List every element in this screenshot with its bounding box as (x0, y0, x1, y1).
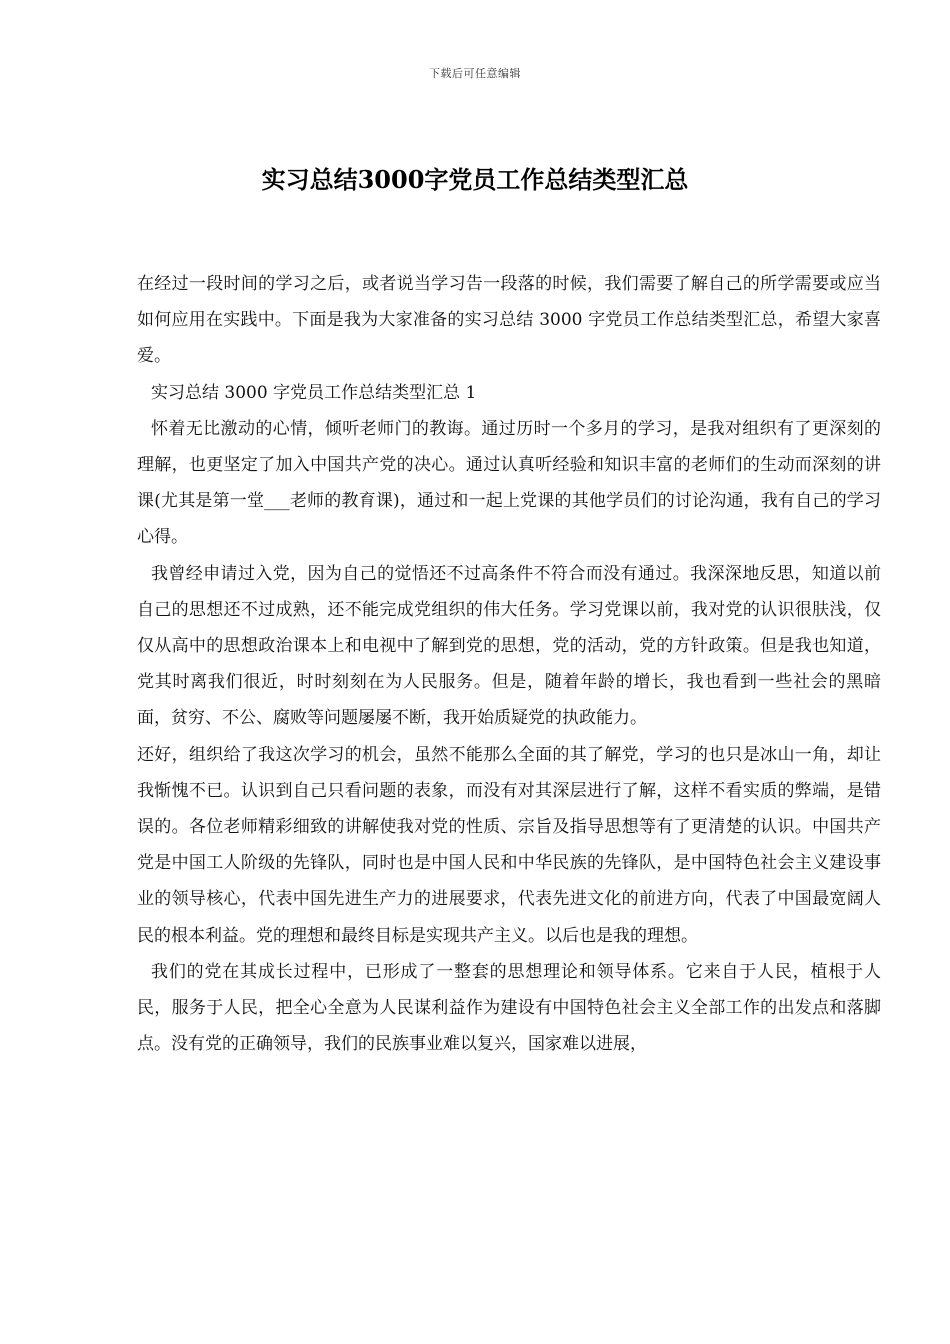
paragraph: 怀着无比激动的心情，倾听老师门的教诲。通过历时一个多月的学习，是我对组织有了更深刻的理解，也更坚定了加入中国共产党的决心。通过认真听经验和知识丰富的老师们的生动而深刻的讲课(尤其是第一堂___老师的教育课)，通过和一起上党课的其他学员们的讨论沟通，我有自己的学习心得。 (137, 418, 881, 548)
paragraph: 还好，组织给了我这次学习的机会，虽然不能那么全面的其了解党，学习的也只是冰山一角，却让我惭愧不已。认识到自己只看问题的表象，而没有对其深层进行了解，这样不看实质的弊端，是错误的。各位老师精彩细致的讲解使我对党的性质、宗旨及指导思想等有了更清楚的认识。中国共产党是中国工人阶级的先锋队，同时也是中国人民和中华民族的先锋队，是中国特色社会主义建设事业的领导核心，代表中国先进生产力的进展要求，代表先进文化的前进方向，代表了中国最宽阔人民的根本利益。党的理想和最终目标是实现共产主义。以后也是我的理想。 (137, 744, 881, 946)
paragraph: 我曾经申请过入党，因为自己的觉悟还不过高条件不符合而没有通过。我深深地反思，知道以前自己的思想还不过成熟，还不能完成党组织的伟大任务。学习党课以前，我对党的认识很肤浅，仅仅从高中的思想政治课本上和电视中了解到党的思想，党的活动，党的方针政策。但是我也知道，党其时离我们很近，时时刻刻在为人民服务。但是，随着年龄的增长，我也看到一些社会的黑暗面，贫穷、不公、腐败等问题屡屡不断，我开始质疑党的执政能力。 (137, 563, 881, 729)
document-body (137, 266, 881, 1062)
header-note: 下载后可任意编辑 (429, 67, 521, 80)
paragraph-intro: 在经过一段时间的学习之后，或者说当学习告一段落的时候，我们需要了解自己的所学需要或应当如何应用在实践中。下面是我为大家准备的实习总结 3000 字党员工作总结类型汇总，希望大家喜爱。 (137, 274, 881, 367)
page-title: 实习总结3000字党员工作总结类型汇总 (261, 165, 689, 194)
section-heading: 实习总结 3000 字党员工作总结类型汇总 1 (151, 382, 477, 403)
paragraph: 我们的党在其成长过程中，已形成了一整套的思想理论和领导体系。它来自于人民，植根于人民，服务于人民，把全心全意为人民谋利益作为建设有中国特色社会主义全部工作的出发点和落脚点。没有党的正确领导，我们的民族事业难以复兴，国家难以进展， (137, 961, 881, 1055)
